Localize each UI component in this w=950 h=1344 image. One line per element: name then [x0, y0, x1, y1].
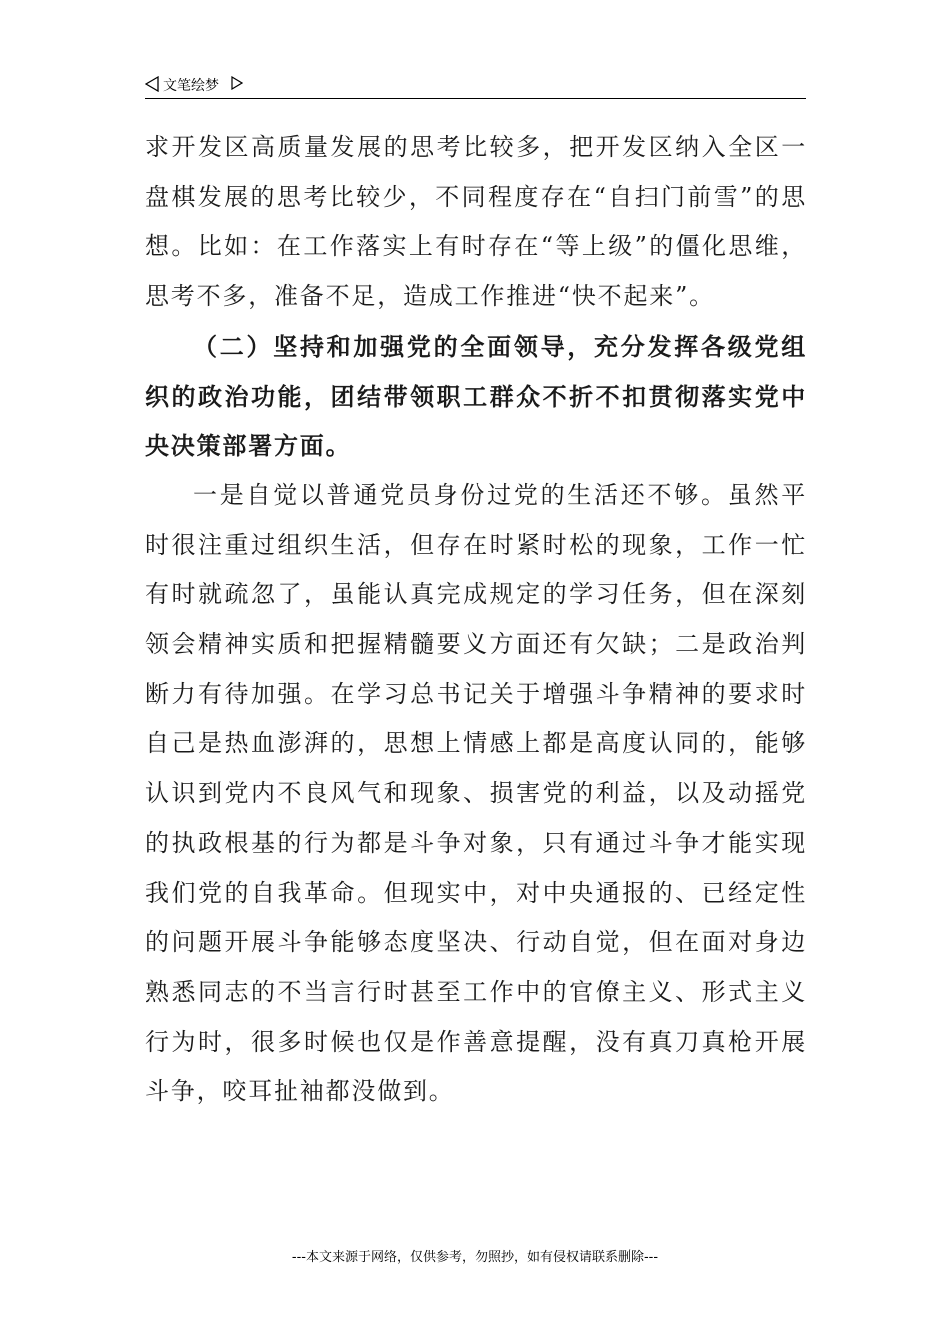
triangle-left-icon — [145, 76, 159, 92]
section-heading: （二）坚持和加强党的全面领导，充分发挥各级党组织的政治功能，团结带领职工群众不折不扣贯彻落实党中央决策部署方面。 — [145, 331, 807, 461]
footer-notice: ---本文来源于网络，仅供参考，勿照抄，如有侵权请联系删除--- — [291, 1250, 659, 1265]
header-brand: 文笔绘梦 — [163, 78, 219, 94]
triangle-right-icon — [231, 76, 243, 90]
page-header — [145, 72, 806, 99]
body-paragraph-2: 一是自觉以普通党员身份过党的生活还不够。虽然平时很注重过组织生活，但存在时紧时松的现象，工作一忙有时就疏忽了，虽能认真完成规定的学习任务，但在深刻领会精神实质和把握精髓要义方面还有欠缺；二是政治判断力有待加强。在学习总书记关于增强斗争精神的要求时自己是热血澎湃的，思想上情感上都是高度认同的，能够认识到党内不良风气和现象、损害党的利益，以及动摇党的执政根基的行为都是斗争对象，只有通过斗争才能实现我们党的自我革命。但现实中，对中央通报的、已经定性的问题开展斗争能够态度坚决、行动自觉，但在面对身边熟悉同志的不当言行时甚至工作中的官僚主义、形式主义行为时，很多时候也仅是作善意提醒，没有真刀真枪开展斗争，咬耳扯袖都没做到。 — [145, 480, 807, 1106]
body-paragraph-1: 求开发区高质量发展的思考比较多，把开发区纳入全区一盘棋发展的思考比较少，不同程度存在“自扫门前雪”的思想。比如：在工作落实上有时存在“等上级”的僵化思维，思考不多，准备不足，造成工作推进“快不起来”。 — [145, 133, 807, 311]
document-body — [145, 123, 807, 1117]
